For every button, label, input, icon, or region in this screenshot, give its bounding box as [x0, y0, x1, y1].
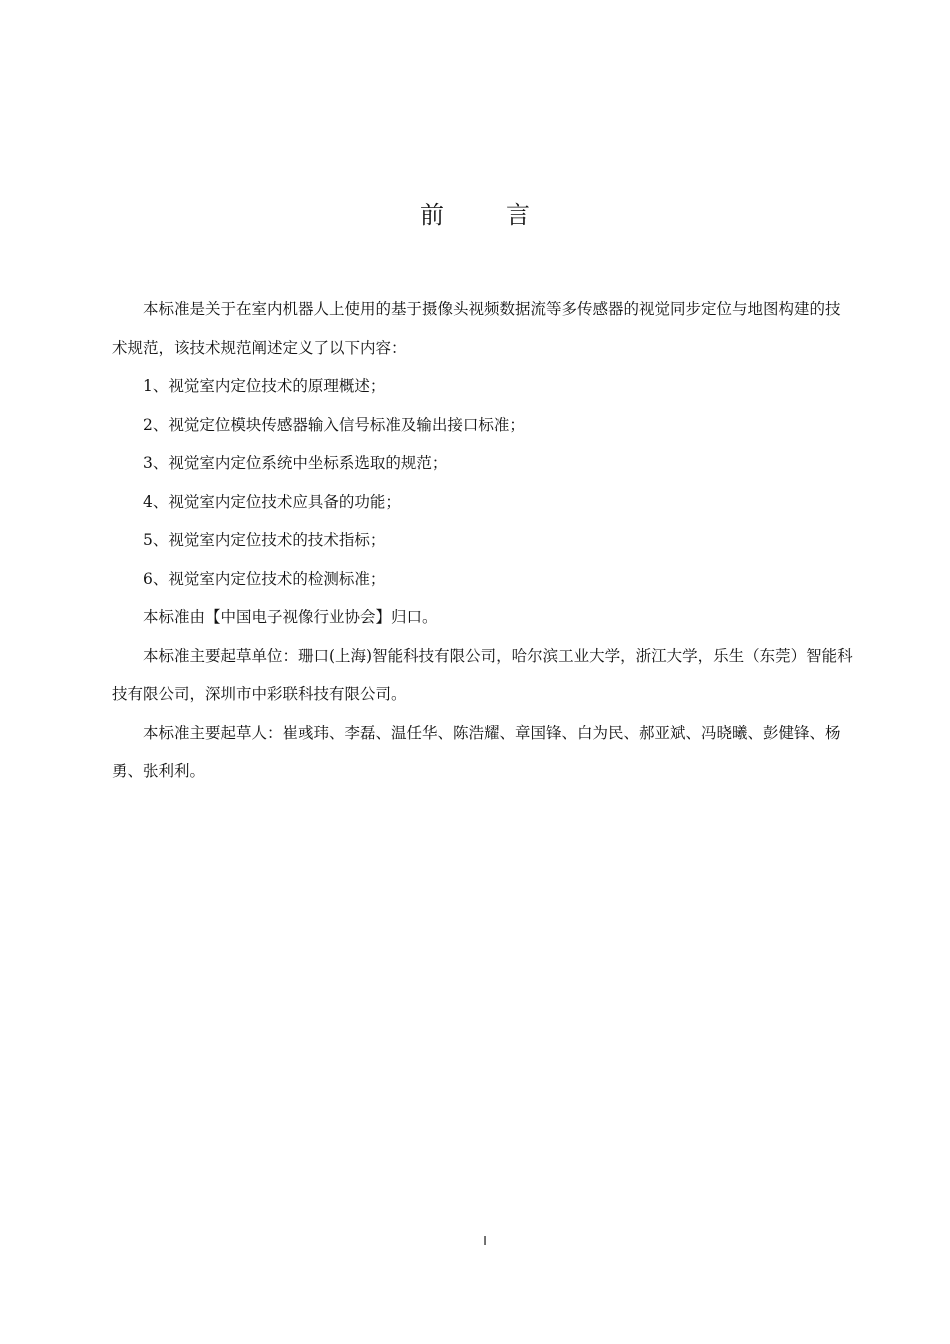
- list-item-6: 6、视觉室内定位技术的检测标准；: [143, 569, 386, 588]
- list-item-2: 2、视觉定位模块传感器输入信号标准及输出接口标准；: [143, 415, 525, 434]
- intro-paragraph: 本标准是关于在室内机器人上使用的基于摄像头视频数据流等多传感器的视觉同步定位与地图构建的技术规范，该技术规范阐述定义了以下内容：: [112, 300, 841, 357]
- drafters-paragraph: 本标准主要起草人：崔彧玮、李磊、温任华、陈浩耀、章国锋、白为民、郝亚斌、冯晓曦、彭健锋、杨勇、张利利。: [112, 723, 841, 780]
- list-item-5: 5、视觉室内定位技术的技术指标；: [143, 531, 386, 549]
- page-title: [0, 198, 950, 232]
- page-number: I: [483, 1234, 487, 1248]
- title-char-1: 前: [420, 201, 444, 229]
- governing-body-paragraph: 本标准由【中国电子视像行业协会】归口。: [143, 608, 438, 626]
- foreword-body: [112, 290, 854, 791]
- list-item-4: 4、视觉室内定位技术应具备的功能；: [143, 492, 401, 511]
- drafting-units-paragraph: 本标准主要起草单位：珊口(上海)智能科技有限公司，哈尔滨工业大学，浙江大学，乐生（东莞）智能科技有限公司，深圳市中彩联科技有限公司。: [112, 646, 853, 703]
- list-item-3: 3、视觉室内定位系统中坐标系选取的规范；: [143, 454, 448, 472]
- title-char-2: 言: [506, 201, 530, 229]
- list-item-1: 1、视觉室内定位技术的原理概述；: [143, 377, 386, 395]
